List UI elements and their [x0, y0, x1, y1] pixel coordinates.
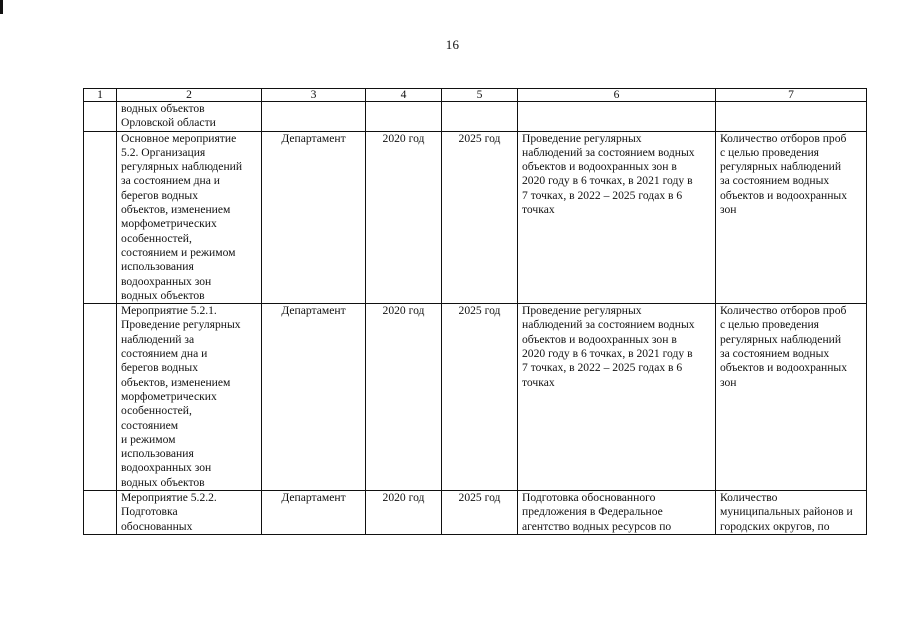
column-number-6: 6	[518, 89, 716, 102]
row-number-cell	[84, 304, 117, 491]
table-row	[84, 304, 867, 491]
indicator-cell: Количество муниципальных районов и городских округов, по	[716, 491, 867, 535]
executor-cell: Департамент	[262, 491, 366, 535]
row-number-cell	[84, 491, 117, 535]
executor-cell	[262, 102, 366, 132]
indicator-cell: Количество отборов проб с целью проведения регулярных наблюдений за состоянием водных объектов и водоохранных зон	[716, 304, 867, 491]
expected-result-cell	[518, 102, 716, 132]
column-number-1: 1	[84, 89, 117, 102]
table-row	[84, 131, 867, 304]
measure-name-cell: водных объектов Орловской области	[117, 102, 262, 132]
indicator-cell	[716, 102, 867, 132]
column-number-2: 2	[117, 89, 262, 102]
page-number: 16	[445, 37, 460, 52]
table-row	[84, 491, 867, 535]
column-number-7: 7	[716, 89, 867, 102]
measure-name-cell: Основное мероприятие 5.2. Организация регулярных наблюдений за состоянием дна и берегов водных объектов, изменением морфометрических особенностей, состоянием и режимом использования водоохранных зон водных объектов	[117, 131, 262, 304]
column-number-5: 5	[442, 89, 518, 102]
indicator-cell: Количество отборов проб с целью проведения регулярных наблюдений за состоянием водных объектов и водоохранных зон	[716, 131, 867, 304]
column-number-3: 3	[262, 89, 366, 102]
expected-result-cell: Проведение регулярных наблюдений за состоянием водных объектов и водоохранных зон в 2020 году в 6 точках, в 2021 году в 7 точках, в 2022 – 2025 годах в 6 точках	[518, 131, 716, 304]
start-year-cell: 2020 год	[366, 491, 442, 535]
executor-cell: Департамент	[262, 131, 366, 304]
table-header-row	[84, 89, 867, 102]
measure-name-cell: Мероприятие 5.2.2. Подготовка обоснованных	[117, 491, 262, 535]
table-row	[84, 102, 867, 132]
start-year-cell: 2020 год	[366, 304, 442, 491]
end-year-cell: 2025 год	[442, 131, 518, 304]
expected-result-cell: Проведение регулярных наблюдений за состоянием водных объектов и водоохранных зон в 2020 году в 6 точках, в 2021 году в 7 точках, в 2022 – 2025 годах в 6 точках	[518, 304, 716, 491]
program-measures-table	[83, 88, 867, 535]
row-number-cell	[84, 131, 117, 304]
column-number-4: 4	[366, 89, 442, 102]
end-year-cell: 2025 год	[442, 304, 518, 491]
start-year-cell	[366, 102, 442, 132]
executor-cell: Департамент	[262, 304, 366, 491]
end-year-cell: 2025 год	[442, 491, 518, 535]
end-year-cell	[442, 102, 518, 132]
measure-name-cell: Мероприятие 5.2.1. Проведение регулярных наблюдений за состоянием дна и берегов водных объектов, изменением морфометрических особенностей, состоянием и режимом использования водоохранных зон водных объектов	[117, 304, 262, 491]
scan-artifact-mark	[0, 0, 3, 14]
row-number-cell	[84, 102, 117, 132]
expected-result-cell: Подготовка обоснованного предложения в Федеральное агентство водных ресурсов по	[518, 491, 716, 535]
start-year-cell: 2020 год	[366, 131, 442, 304]
